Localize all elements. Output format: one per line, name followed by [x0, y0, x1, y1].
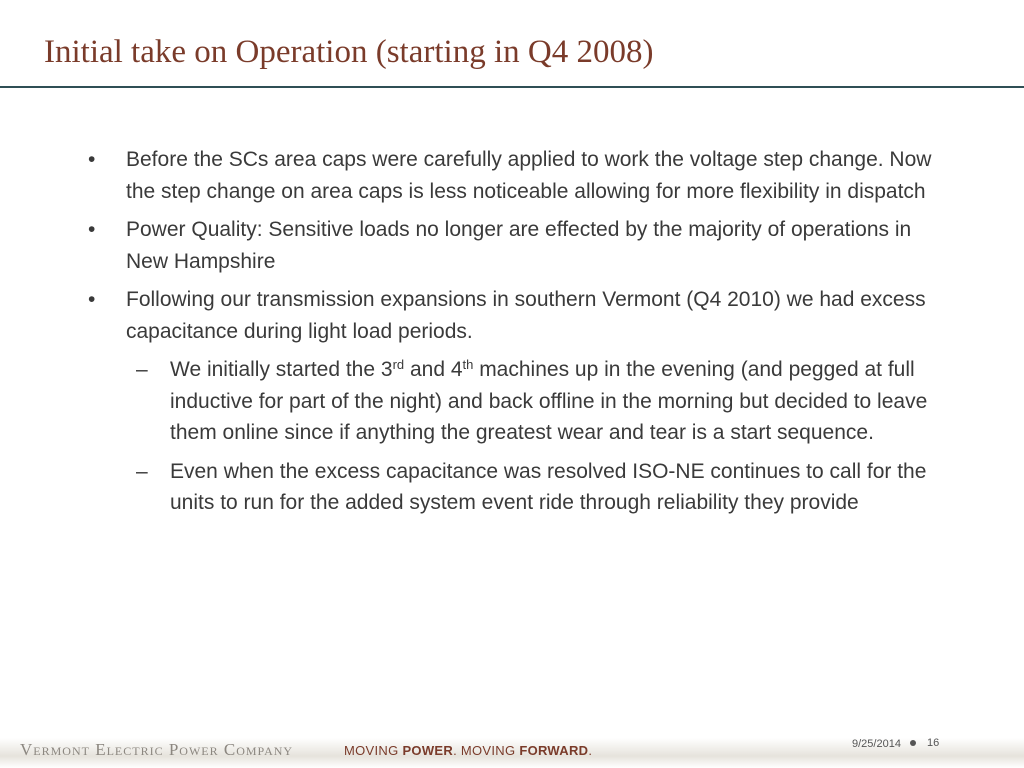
footer-separator-dot: [910, 740, 916, 746]
bullet-text: Power Quality: Sensitive loads no longer are effected by the majority of operations in New Hampshire: [126, 218, 912, 273]
bullet-marker: •: [88, 288, 96, 311]
bullet-marker: •: [88, 148, 96, 171]
sub-bullet-text: We initially started the 3rd and 4th machines up in the evening (and pegged at full inductive for part of the night) and back offline in the morning but decided to leave them online since if anything the greatest wear and tear is a start sequence.: [170, 357, 928, 444]
footer-tagline: MOVING POWER. MOVING FORWARD.: [344, 743, 593, 758]
company-logo-text: Vermont Electric Power Company: [20, 740, 294, 759]
bullet-item: [88, 144, 948, 207]
sub-bullet-text: Even when the excess capacitance was resolved ISO-NE continues to call for the units to run for the added system event ride through reliability they provide: [170, 459, 927, 514]
sub-bullet-item: [88, 456, 948, 519]
bullet-item: [88, 214, 948, 277]
slide-number: 16: [927, 737, 940, 749]
sub-bullet-marker: –: [136, 459, 148, 483]
bullet-marker: •: [88, 218, 96, 241]
sub-bullet-marker: –: [136, 358, 148, 381]
slide-title: Initial take on Operation (starting in Q4 2008): [44, 34, 654, 70]
sub-bullet-item: [88, 354, 948, 449]
bullet-text: Following our transmission expansions in southern Vermont (Q4 2010) we had excess capacitance during light load periods.: [126, 288, 926, 343]
slide-body: [88, 144, 948, 526]
bullet-text: Before the SCs area caps were carefully applied to work the voltage step change. Now the step change on area caps is less noticeable allowing for more flexibility in dispatch: [126, 148, 932, 203]
slide-date: 9/25/2014: [852, 738, 901, 750]
title-divider: [0, 86, 1024, 88]
bullet-item: [88, 284, 948, 347]
